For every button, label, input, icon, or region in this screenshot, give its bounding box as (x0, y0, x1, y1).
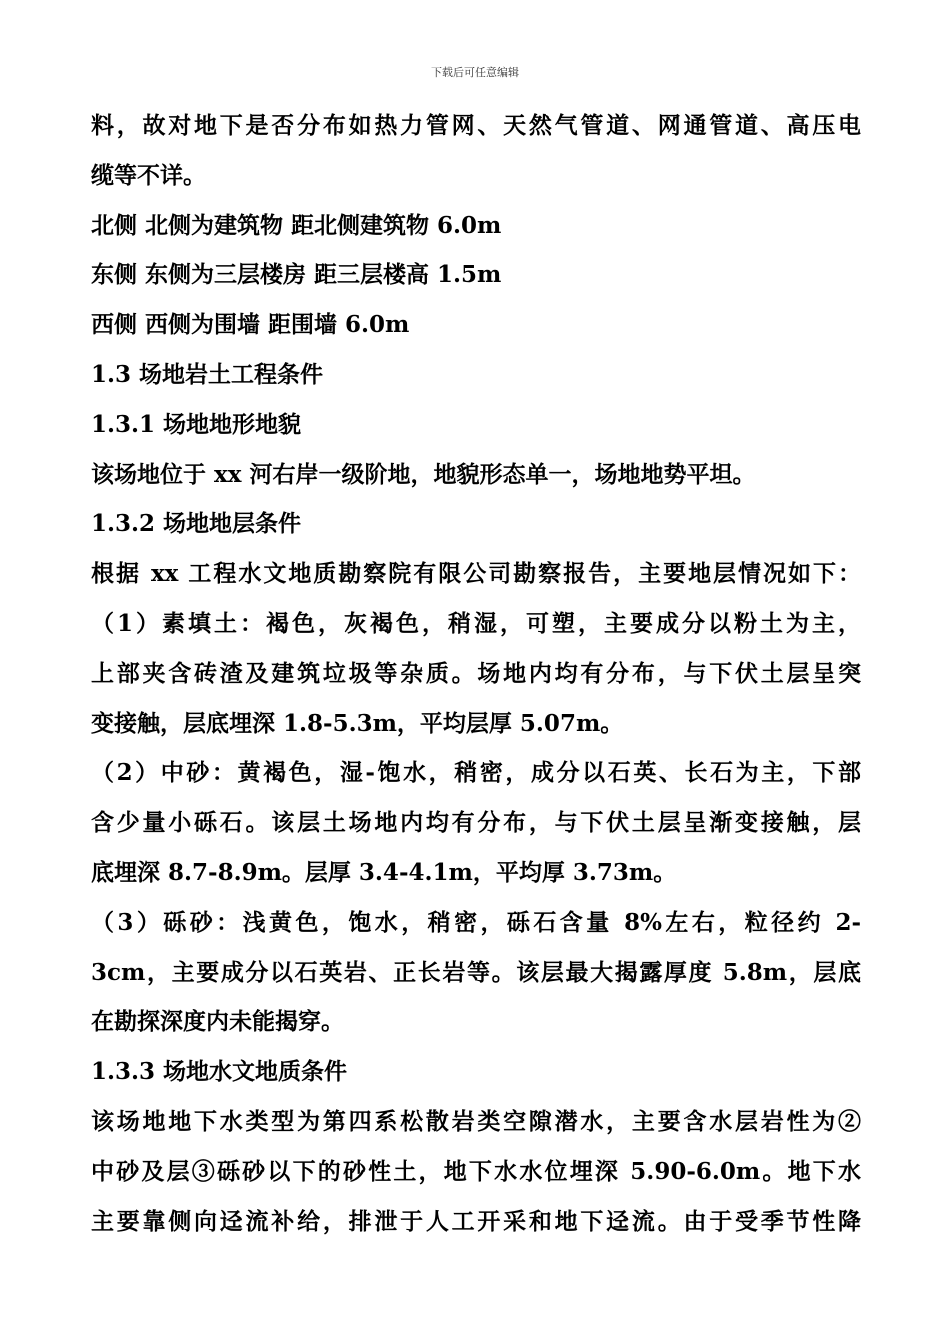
paragraph-line: 缆等不详。 (91, 161, 206, 189)
section-heading: 1.3 场地岩土工程条件 (91, 360, 324, 388)
paragraph-line: （1）素填土：褐色，灰褐色，稍湿，可塑，主要成分以粉土为主， (91, 609, 861, 637)
page-header: 下载后可任意编辑 (431, 66, 519, 79)
paragraph-line: 东侧 东侧为三层楼房 距三层楼高 1.5m (91, 261, 502, 289)
paragraph-line: 含少量小砾石。该层土场地内均有分布，与下伏土层呈渐变接触，层 (91, 809, 861, 837)
paragraph-line: 底埋深 8.7-8.9m。层厚 3.4-4.1m，平均厚 3.73m。 (91, 858, 677, 886)
paragraph-line: 主要靠侧向迳流补给，排泄于人工开采和地下迳流。由于受季节性降 (91, 1207, 861, 1235)
paragraph-line: （2）中砂：黄褐色，湿-饱水，稍密，成分以石英、长石为主，下部 (91, 759, 861, 787)
paragraph-line: 3cm，主要成分以石英岩、正长岩等。该层最大揭露厚度 5.8m，层底 (91, 958, 861, 986)
subsection-heading: 1.3.3 场地水文地质条件 (91, 1058, 348, 1086)
paragraph-line: 料，故对地下是否分布如热力管网、天然气管道、网通管道、高压电 (91, 112, 861, 139)
paragraph-line: 在勘探深度内未能揭穿。 (91, 1008, 344, 1036)
paragraph-line: 西侧 西侧为围墙 距围墙 6.0m (91, 311, 410, 339)
subsection-heading: 1.3.2 场地地层条件 (91, 510, 302, 538)
subsection-heading: 1.3.1 场地地形地貌 (91, 410, 302, 438)
document-body (91, 101, 861, 1246)
paragraph-line: 该场地位于 xx 河右岸一级阶地，地貌形态单一，场地地势平坦。 (91, 460, 756, 488)
paragraph-line: 该场地地下水类型为第四系松散岩类空隙潜水，主要含水层岩性为② (91, 1107, 861, 1135)
paragraph-line: 中砂及层③砾砂以下的砂性土，地下水水位埋深 5.90-6.0m。地下水 (91, 1157, 861, 1185)
paragraph-line: 上部夹含砖渣及建筑垃圾等杂质。场地内均有分布，与下伏土层呈突 (91, 659, 861, 687)
paragraph-line: 北侧 北侧为建筑物 距北侧建筑物 6.0m (91, 211, 502, 239)
paragraph-line: （3）砾砂：浅黄色，饱水，稍密，砾石含量 8%左右，粒径约 2- (91, 908, 861, 936)
paragraph-line: 根据 xx 工程水文地质勘察院有限公司勘察报告，主要地层情况如下： (91, 560, 861, 588)
paragraph-line: 变接触，层底埋深 1.8-5.3m，平均层厚 5.07m。 (91, 709, 624, 737)
